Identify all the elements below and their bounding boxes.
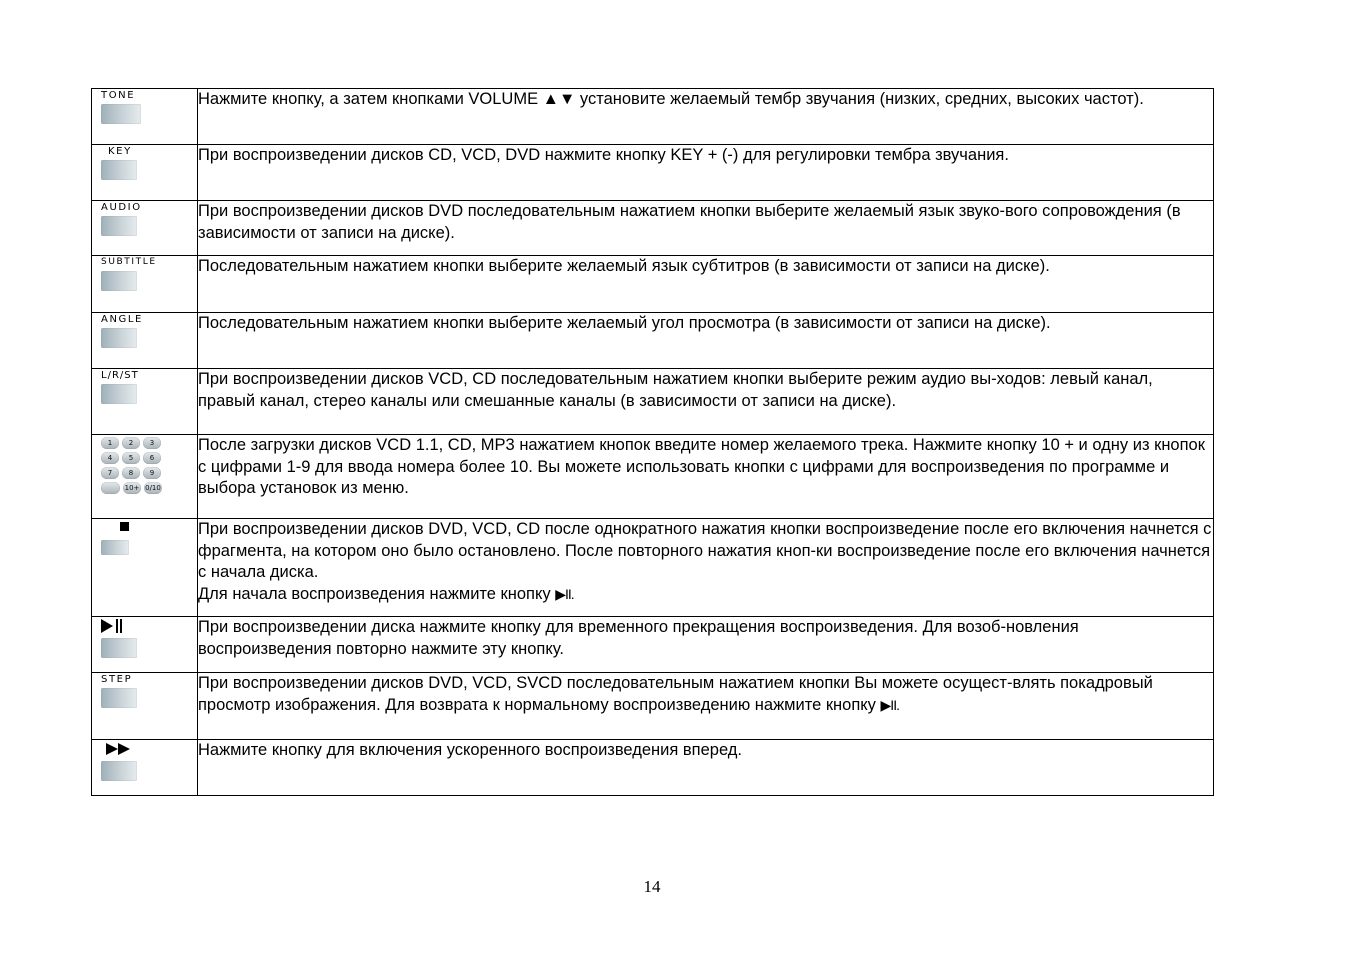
- fast-forward-icon: [101, 741, 197, 758]
- description-line: [198, 584, 1213, 606]
- keypad-row: [101, 452, 197, 464]
- keypad-key: 1: [101, 437, 119, 449]
- play-pause-button-icon: [101, 638, 137, 658]
- fast-forward-button-icon: [101, 761, 137, 781]
- button-label: AUDIO: [101, 202, 142, 213]
- audio-button-icon: [101, 216, 137, 236]
- table-row: [92, 435, 1214, 519]
- table-row: [92, 673, 1214, 740]
- table-row: [92, 256, 1214, 313]
- stop-icon: [101, 520, 197, 537]
- icon-cell: [92, 673, 198, 740]
- description-line-text: Для начала воспроизведения нажмите кнопку: [198, 584, 551, 603]
- keypad-row: [101, 467, 197, 479]
- table-row: [92, 201, 1214, 256]
- stop-button-icon: [101, 540, 129, 555]
- button-label: KEY: [108, 146, 132, 157]
- table-row: [92, 740, 1214, 796]
- table-row: [92, 519, 1214, 617]
- icon-cell: [92, 740, 198, 796]
- subtitle-button-icon: [101, 271, 137, 291]
- button-label: L/R/ST: [101, 370, 139, 381]
- description: Нажмите кнопку, а затем кнопками VOLUME ▲▼ установите желаемый тембр звучания (низких, средних, высоких частот).: [198, 89, 1214, 145]
- description: Нажмите кнопку для включения ускоренного воспроизведения вперед.: [198, 740, 1214, 796]
- table-row: [92, 313, 1214, 369]
- button-label: SUBTITLE: [101, 257, 157, 267]
- icon-cell: [92, 435, 198, 519]
- keypad-key: 9: [143, 467, 161, 479]
- keypad-key: 7: [101, 467, 119, 479]
- keypad-key: 6: [143, 452, 161, 464]
- icon-cell: [92, 256, 198, 313]
- table-row: [92, 617, 1214, 673]
- button-label: TONE: [101, 90, 136, 101]
- keypad-key: 5: [122, 452, 140, 464]
- description: При воспроизведении дисков CD, VCD, DVD нажмите кнопку KEY + (-) для регулировки тембра звучания.: [198, 145, 1214, 201]
- icon-cell: [92, 617, 198, 673]
- keypad-key: [101, 482, 120, 494]
- icon-cell: [92, 89, 198, 145]
- keypad-row: [101, 437, 197, 449]
- key-button-icon: [101, 160, 137, 180]
- description-text: При воспроизведении дисков DVD, VCD, SVCD последовательным нажатием кнопки Вы можете осущест-влять покадровый просмотр изображения. Для возврата к нормальному воспроизведению нажмите кнопку: [198, 674, 1153, 714]
- description: При воспроизведении дисков VCD, CD последовательным нажатием кнопки выберите режим аудио вы-ходов: левый канал, правый канал, стерео каналы или смешанные каналы (в зависимости от записи на диске).: [198, 369, 1214, 435]
- keypad-row: [101, 482, 197, 494]
- table-row: [92, 369, 1214, 435]
- play-pause-icon: ▶II.: [555, 585, 574, 602]
- icon-cell: [92, 369, 198, 435]
- keypad-key: 0/10: [145, 484, 161, 492]
- description-line: При воспроизведении дисков DVD, VCD, CD после однократного нажатия кнопки воспроизведение после его включения начнется с фрагмента, на котором оно было остановлено. После повторного нажатия кноп-ки воспроизведение после его включения начнется с начала диска.: [198, 520, 1212, 581]
- icon-cell: [92, 201, 198, 256]
- page-number: 14: [643, 877, 661, 896]
- lrst-button-icon: [101, 384, 137, 404]
- description: После загрузки дисков VCD 1.1, CD, MP3 нажатием кнопок введите номер желаемого трека. Нажмите кнопку 10 + и одну из кнопок с цифрами 1-9 для ввода номера более 10. Вы можете использовать кнопки с цифрами для воспроизведения по программе и выбора установок из меню.: [198, 435, 1214, 519]
- description: При воспроизведении дисков DVD последовательным нажатием кнопки выберите желаемый язык звуко-вого сопровождения (в зависимости от записи на диске).: [198, 201, 1214, 256]
- icon-cell: [92, 313, 198, 369]
- button-function-table: [91, 88, 1214, 796]
- description: [198, 519, 1214, 617]
- play-pause-icon: ▶II.: [880, 696, 899, 713]
- keypad-key: 4: [101, 452, 119, 464]
- keypad-key: 3: [143, 437, 161, 449]
- icon-cell: [92, 519, 198, 617]
- step-button-icon: [101, 688, 137, 708]
- description: [198, 673, 1214, 740]
- keypad-key: 10+: [124, 484, 140, 492]
- keypad-key: 8: [122, 467, 140, 479]
- button-label: STEP: [101, 674, 133, 685]
- numeric-keypad-icon: [101, 437, 197, 494]
- icon-cell: [92, 145, 198, 201]
- play-pause-icon: [101, 618, 197, 635]
- description: При воспроизведении диска нажмите кнопку для временного прекращения воспроизведения. Для возоб-новления воспроизведения повторно нажмите эту кнопку.: [198, 617, 1214, 673]
- angle-button-icon: [101, 328, 137, 348]
- description: Последовательным нажатием кнопки выберите желаемый язык субтитров (в зависимости от записи на диске).: [198, 256, 1214, 313]
- tone-button-icon: [101, 104, 141, 124]
- description: Последовательным нажатием кнопки выберите желаемый угол просмотра (в зависимости от записи на диске).: [198, 313, 1214, 369]
- button-label: ANGLE: [101, 314, 143, 325]
- table-row: [92, 89, 1214, 145]
- keypad-key: 2: [122, 437, 140, 449]
- table-row: [92, 145, 1214, 201]
